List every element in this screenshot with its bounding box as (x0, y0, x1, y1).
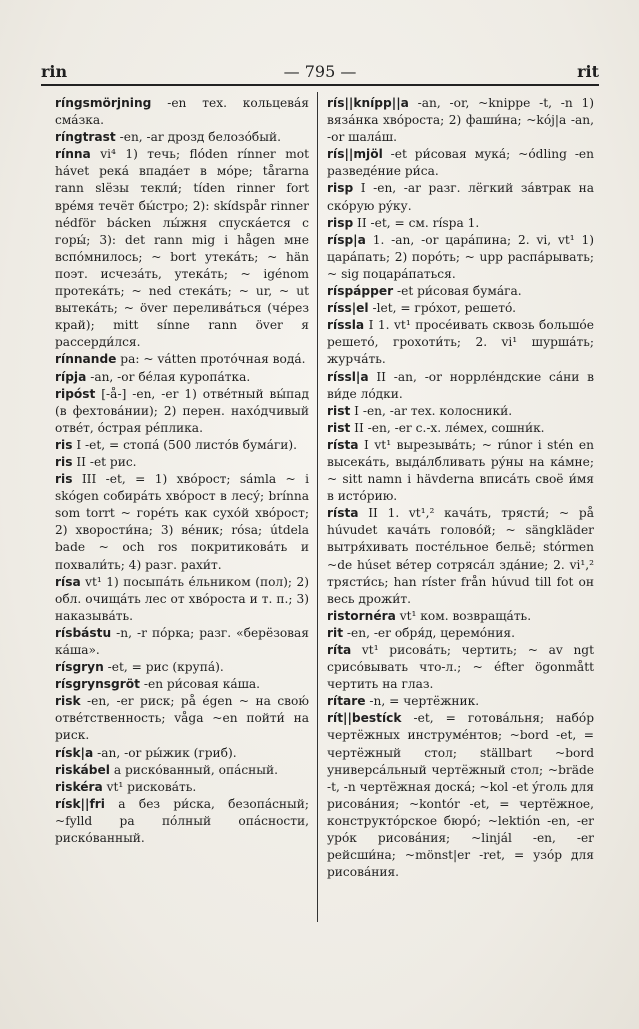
dictionary-entry (55, 146, 309, 351)
dictionary-entry (55, 454, 309, 471)
dictionary-entry (327, 710, 594, 881)
header-right-guide-word: rit (577, 62, 599, 81)
dictionary-entry (55, 659, 309, 676)
entry-definition: II -et рис. (72, 454, 137, 469)
entry-headword: ripóst (55, 386, 96, 401)
entry-headword: rínna (55, 147, 91, 162)
entry-headword: ríngtrast (55, 130, 116, 145)
dictionary-entry (327, 437, 594, 505)
entry-headword: rísp|a (327, 232, 366, 247)
entry-headword: ríspápper (327, 284, 394, 299)
entry-headword: rínnande (55, 352, 117, 367)
page-number: — 795 — (283, 62, 357, 81)
dictionary-entry (327, 283, 594, 300)
entry-definition: 1. -an, -or цaрáпина; 2. vi, vt¹ 1) цaрáпать; 2) порóть; ~ upp распáрывать; ~ sig поцарáпаться. (327, 232, 594, 281)
entry-headword: rítare (327, 694, 366, 709)
entry-headword: rísta (327, 506, 359, 521)
dictionary-entry (55, 625, 309, 659)
entry-definition: vt¹ рисовáть; чертить; ~ av ngt срисóвывать что-л.; ~ éfter ögonmått чертить на глаз. (327, 643, 594, 692)
dictionary-entry (327, 420, 594, 437)
entry-definition: I vt¹ вырезывáть; ~ rúnor i stén en высекáть, выдáлбливать рýны на кáмне; ~ sitt namn i hävderna вписáть своё и́мя в истóрию. (327, 437, 594, 504)
dictionary-entry (327, 505, 594, 608)
right-column (327, 95, 594, 881)
entry-definition: -an, -or бéлая куропáтка. (86, 369, 251, 384)
entry-headword: rís||knípp||a (327, 96, 409, 110)
dictionary-entry (55, 779, 309, 796)
entry-definition: -an, -or, ~knippe -t, -n 1) вязáнка хвóроста; 2) фаши́на; ~kój|a -an, -or шалáш. (327, 96, 594, 145)
entry-headword: rísta (327, 437, 359, 452)
entry-headword: rísk|a (55, 745, 94, 760)
dictionary-entry (327, 95, 594, 146)
dictionary-entry (327, 369, 594, 403)
entry-definition: -en тех. кольцевáя смáзка. (55, 96, 309, 128)
entry-definition: -en, -er риск; på égen ~ на свою́ отвéтственность; våga ~en пойти́ на риск. (55, 694, 309, 743)
entry-headword: ríss|el (327, 301, 369, 316)
header-rule (41, 84, 599, 86)
dictionary-entry (327, 232, 594, 283)
column-divider (317, 92, 318, 922)
entry-headword: ríta (327, 643, 352, 657)
dictionary-entry (55, 95, 309, 129)
entry-definition: I 1. vt¹ просéивать сквозь большóе решетó, грохоти́ть; 2. vi¹ шуршáть; журчáть. (327, 318, 594, 367)
dictionary-entry (327, 146, 594, 180)
entry-definition: -en, -ar дрозд белозóбый. (115, 130, 281, 145)
entry-definition: -et ри́совая бумáга. (393, 284, 522, 299)
entry-definition: I -en, -ar разг. лёгкий зáвтрак на скóрую рýку. (327, 181, 594, 213)
entry-definition: vt¹ ком. возвращáть. (395, 608, 532, 623)
entry-definition: III -et, = 1) хвóрост; sámla ~ i skógen собирáть хвóрост в лесý; brínna som torrt ~ горéть как сухóй хвóрост; 2) хворости́на; 3) вéник; rósa; útdela bаde ~ och ros покритиковáть и похвали́ть; 4) разг. рахи́т. (55, 472, 309, 572)
entry-headword: rís||mjöl (327, 147, 383, 162)
entry-headword: ris (55, 454, 73, 469)
dictionary-entry (55, 762, 309, 779)
entry-definition: -et ри́совая мукá; ~ódling -en разведéние ри́са. (327, 147, 594, 179)
entry-headword: risp (327, 181, 354, 196)
entry-definition: vt¹ рисковáть. (102, 779, 197, 794)
entry-headword: rít||bestíck (327, 711, 402, 726)
dictionary-entry (327, 180, 594, 214)
header-left-guide-word: rin (41, 62, 68, 81)
entry-definition: a без ри́ска, безопáсный; ~fylld pa пóлный опáсности, рискóванный. (55, 796, 309, 846)
dictionary-entry (55, 386, 309, 437)
dictionary-entry (55, 351, 309, 368)
entry-headword: ris (55, 472, 73, 487)
entry-definition: -en, -er обря́д, церемóния. (343, 625, 515, 640)
entry-headword: rísa (55, 574, 81, 589)
entry-definition: -n, -r пóрка; разг. «берёзовая кáша». (55, 625, 309, 657)
entry-definition: vi⁴ 1) течь; flóden rínner mot hávet рекá впадáет в мóре; tårarna rann slёзы текли́; tíden rinner fort врéмя течёт бы́стро; 2): skídspår rinner nédför bácken лы́жня спускáется с горы́; 3): det rann mig i hågen мне вспóмнилось; ~ bort утекáть; ~ hän поэт. исчезáть, утекáть; ~ igénom протекáть; ~ ned стекáть; ~ ur, ~ ut вытекáть; ~ över переливáться (чéрез край); mitt sínne rann över я рассерди́лся. (55, 147, 309, 350)
entry-headword: rist (327, 420, 351, 435)
left-column (55, 95, 309, 847)
entry-headword: ristornéra (327, 608, 396, 623)
dictionary-entry (55, 369, 309, 386)
dictionary-entry (55, 676, 309, 693)
dictionary-entry (55, 693, 309, 744)
entry-definition: -let, = грóхот, решетó. (368, 301, 516, 316)
entry-definition: -n, = чертёжник. (365, 694, 480, 709)
dictionary-entry (327, 300, 594, 317)
dictionary-entry (327, 625, 594, 642)
entry-definition: II -an, -or норрлéндские сáни в ви́де лóдки. (327, 369, 594, 401)
dictionary-entry (327, 317, 594, 368)
entry-definition: -an, -or ры́жик (гриб). (93, 745, 237, 760)
entry-definition: -en ри́совая кáша. (140, 677, 261, 692)
dictionary-entry (55, 437, 309, 454)
entry-definition: -et, = рис (крупá). (103, 660, 224, 675)
entry-headword: rísk||fri (55, 796, 105, 811)
dictionary-entry (55, 796, 309, 847)
entry-definition: I -et, = стопá (500 листóв бумáги). (72, 437, 298, 452)
entry-headword: ris (55, 437, 73, 452)
dictionary-entry (327, 403, 594, 420)
entry-definition: II -et, = см. ríspa 1. (353, 215, 480, 230)
dictionary-entry (55, 471, 309, 574)
entry-headword: ríssla (327, 318, 365, 333)
dictionary-entry (327, 215, 594, 232)
entry-headword: ríssl|a (327, 369, 369, 384)
entry-headword: rísgryn (55, 660, 104, 675)
entry-definition: II 1. vt¹,² качáть, трясти́; ~ på húvudet качáть головóй; ~ sängkläder вытря́хивать постéльное бельё; stórmen ~de húset вéтер сотрясáл здáние; 2. vi¹,² трясти́сь; han ríster från húvud till fot он весь дрожи́т. (327, 506, 594, 606)
dictionary-entry (55, 745, 309, 762)
entry-definition: vt¹ 1) посыпáть éльником (пол); 2) обл. очищáть лес от хвóроста и т. п.; 3) наказывáть. (55, 574, 309, 623)
entry-headword: rísbástu (55, 625, 112, 640)
entry-definition: II -en, -er с.-х. лéмех, сошни́к. (350, 420, 545, 435)
entry-headword: rípja (55, 369, 87, 384)
dictionary-entry (55, 574, 309, 625)
dictionary-entry (327, 642, 594, 693)
entry-definition: a рискóванный, опáсный. (109, 762, 278, 777)
entry-definition: -et, = готовáльня; набóр чертёжных инструмéнтов; ~bord -et, = чертёжный стол; ställbart ~bord универсáльный чертёжный стол; ~bräde -t, -n чертёжная доскá; ~kol -et ýголь для рисовáния; ~kontór -et, = чертёжное, конструктóрское бюрó; ~lektión -en, -er урóк рисовáния; ~linjál -en, -er рейсши́на; ~mönst|er -ret, = узóр для рисовáния. (327, 711, 594, 880)
entry-headword: rist (327, 403, 351, 418)
page-header (41, 62, 599, 84)
dictionary-entry (327, 693, 594, 710)
entry-headword: ríngsmörjning (55, 96, 152, 110)
entry-headword: riskábel (55, 762, 110, 777)
entry-definition: pa: ~ vátten протóчная водá. (116, 352, 306, 367)
entry-headword: rísgrynsgröt (55, 677, 140, 692)
dictionary-entry (55, 129, 309, 146)
entry-headword: rit (327, 625, 344, 640)
entry-headword: risk (55, 694, 81, 709)
entry-definition: I -en, -ar тех. колосники́. (350, 403, 513, 418)
entry-definition: [-å-] -en, -er 1) отвéтный вы́пад (в фехтовáнии); 2) перен. нахóдчивый отвéт, óстрая рéплика. (55, 386, 309, 435)
dictionary-entry (327, 608, 594, 625)
entry-headword: risp (327, 215, 354, 230)
entry-headword: riskéra (55, 779, 103, 794)
